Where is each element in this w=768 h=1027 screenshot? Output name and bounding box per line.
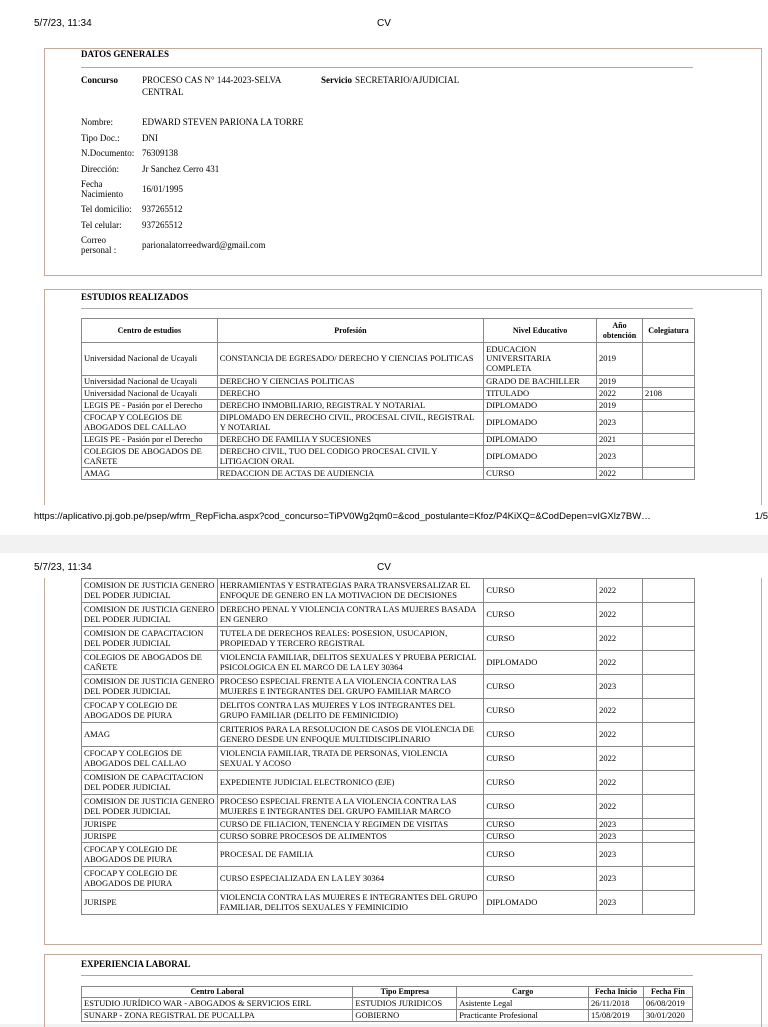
- concurso-label: Concurso: [81, 75, 119, 85]
- cell: REDACCION DE ACTAS DE AUDIENCIA: [217, 468, 483, 480]
- cell: [643, 651, 695, 675]
- cell: EXPEDIENTE JUDICIAL ELECTRONICO (EJE): [217, 771, 484, 795]
- direccion-label: Dirección:: [81, 164, 119, 174]
- cell: 2022: [597, 795, 643, 819]
- table-row: [82, 747, 695, 771]
- cell: CURSO: [484, 675, 597, 699]
- cell: [643, 891, 695, 915]
- cell: DIPLOMADO: [484, 434, 597, 446]
- footer-url: https://aplicativo.pj.gob.pe/psep/wfrm_RepFicha.aspx?cod_concurso=TiPV0Wg2qm0=&cod_postulante=Kfoz/P4KiXQ=&CodDepen=vIGXlz7BW…: [34, 511, 651, 522]
- cell: ESTUDIO JURÍDICO WAR - ABOGADOS & SERVICIOS EIRL: [82, 998, 353, 1010]
- cell: EDUCACION UNIVERSITARIA COMPLETA: [484, 343, 597, 376]
- tel-celular-value: 937265512: [142, 220, 183, 230]
- cell: CFOCAP Y COLEGIO DE ABOGADOS DE PIURA: [82, 867, 218, 891]
- cell: CURSO: [484, 771, 597, 795]
- cell: 2023: [597, 831, 643, 843]
- cell: [643, 675, 695, 699]
- col-header: Colegiatura: [642, 319, 694, 343]
- print-title: CV: [377, 18, 391, 29]
- col-header: Tipo Empresa: [353, 987, 457, 998]
- cell: CFOCAP Y COLEGIO DE ABOGADOS DE PIURA: [82, 843, 218, 867]
- cell: 2022: [597, 468, 643, 480]
- table-row: [82, 376, 695, 388]
- table-row: [82, 468, 695, 480]
- cell: COMISION DE JUSTICIA GENERO DEL PODER JUDICIAL: [82, 795, 218, 819]
- col-header: Profesión: [217, 319, 483, 343]
- cell: [642, 376, 694, 388]
- cell: DIPLOMADO: [484, 891, 597, 915]
- correo-label: Correo personal :: [81, 235, 117, 255]
- cell: 2022: [597, 747, 643, 771]
- table-row: [82, 388, 695, 400]
- table-row: [82, 831, 695, 843]
- cell: GOBIERNO: [353, 1010, 457, 1022]
- cell: CURSO ESPECIALIZADA EN LA LEY 30364: [217, 867, 484, 891]
- table-row: [82, 723, 695, 747]
- estudios-table-continued: [81, 578, 695, 915]
- table-row: [82, 627, 695, 651]
- table-row: [82, 867, 695, 891]
- fecha-nacimiento-value: 16/01/1995: [142, 184, 184, 194]
- cell: GRADO DE BACHILLER: [484, 376, 597, 388]
- table-row: [82, 843, 695, 867]
- cell: CURSO: [484, 867, 597, 891]
- cell: 2022: [597, 627, 643, 651]
- concurso-value-line1: PROCESO CAS N° 144-2023-SELVA: [142, 75, 282, 85]
- table-row: [82, 651, 695, 675]
- cell: 30/01/2020: [643, 1010, 692, 1022]
- divider: [81, 308, 693, 309]
- cell: CFOCAP Y COLEGIOS DE ABOGADOS DEL CALLAO: [82, 412, 218, 434]
- cell: [643, 831, 695, 843]
- cell: COMISION DE JUSTICIA GENERO DEL PODER JUDICIAL: [82, 675, 218, 699]
- table-row: [82, 795, 695, 819]
- cell: 2022: [597, 699, 643, 723]
- cell: COMISION DE JUSTICIA GENERO DEL PODER JUDICIAL: [82, 579, 218, 603]
- cell: 2023: [597, 891, 643, 915]
- section-title: ESTUDIOS REALIZADOS: [81, 292, 189, 302]
- table-row: [82, 891, 695, 915]
- cell: DERECHO PENAL Y VIOLENCIA CONTRA LAS MUJERES BASADA EN GENERO: [217, 603, 484, 627]
- tipo-doc-value: DNI: [142, 133, 158, 143]
- cell: 2023: [597, 867, 643, 891]
- cell: CURSO: [484, 579, 597, 603]
- cell: 2023: [597, 446, 643, 468]
- cell: 2022: [597, 579, 643, 603]
- cell: [643, 747, 695, 771]
- cell: [642, 446, 694, 468]
- cell: 26/11/2018: [589, 998, 644, 1010]
- section-title: DATOS GENERALES: [81, 49, 169, 59]
- cell: [643, 579, 695, 603]
- cell: CURSO: [484, 843, 597, 867]
- tel-celular-label: Tel celular:: [81, 220, 122, 230]
- cell: 2019: [597, 343, 643, 376]
- datos-generales-section: [44, 48, 762, 276]
- experiencia-table: [81, 986, 693, 1022]
- cell: 2022: [597, 771, 643, 795]
- cell: LEGIS PE - Pasión por el Derecho: [82, 434, 218, 446]
- cell: DERECHO DE FAMILIA Y SUCESIONES: [217, 434, 483, 446]
- cell: LEGIS PE - Pasión por el Derecho: [82, 400, 218, 412]
- cell: Universidad Nacional de Ucayali: [82, 388, 218, 400]
- cell: [642, 412, 694, 434]
- cell: CURSO: [484, 627, 597, 651]
- cell: 2023: [597, 819, 643, 831]
- cell: [643, 723, 695, 747]
- cell: COMISION DE JUSTICIA GENERO DEL PODER JUDICIAL: [82, 603, 218, 627]
- cell: PROCESO ESPECIAL FRENTE A LA VIOLENCIA CONTRA LAS MUJERES E INTEGRANTES DEL GRUPO FAMILIAR MARCO: [217, 675, 484, 699]
- servicio-label: Servicio: [321, 75, 352, 85]
- cell: 06/08/2019: [643, 998, 692, 1010]
- tipo-doc-label: Tipo Doc.:: [81, 133, 120, 143]
- cell: CURSO: [484, 831, 597, 843]
- cell: ESTUDIOS JURIDICOS: [353, 998, 457, 1010]
- cell: [643, 699, 695, 723]
- col-header: Fecha Inicio: [589, 987, 644, 998]
- cell: VIOLENCIA FAMILIAR, TRATA DE PERSONAS, VIOLENCIA SEXUAL Y ACOSO: [217, 747, 484, 771]
- cell: DIPLOMADO: [484, 651, 597, 675]
- col-header: Centro Laboral: [82, 987, 353, 998]
- nombre-label: Nombre:: [81, 117, 113, 127]
- cell: DIPLOMADO EN DERECHO CIVIL, PROCESAL CIVIL, REGISTRAL Y NOTARIAL: [217, 412, 483, 434]
- table-header-row: [82, 987, 693, 998]
- cell: COMISION DE CAPACITACION DEL PODER JUDICIAL: [82, 771, 218, 795]
- cell: JURISPE: [82, 831, 218, 843]
- table-row: [82, 400, 695, 412]
- cell: CFOCAP Y COLEGIO DE ABOGADOS DE PIURA: [82, 699, 218, 723]
- documento-label: N.Documento:: [81, 148, 135, 158]
- cell: [643, 771, 695, 795]
- cell: [642, 343, 694, 376]
- table-row: [82, 998, 693, 1010]
- table-row: [82, 446, 695, 468]
- table-row: [82, 579, 695, 603]
- cell: 2021: [597, 434, 643, 446]
- table-row: [82, 819, 695, 831]
- cell: HERRAMIENTAS Y ESTRATEGIAS PARA TRANSVERSALIZAR EL ENFOQUE DE GENERO EN LA MOTIVACION DE DECISIONES: [217, 579, 484, 603]
- cell: VIOLENCIA CONTRA LAS MUJERES E INTEGRANTES DEL GRUPO FAMILIAR, DELITOS SEXUALES Y FEMINICIDIO: [217, 891, 484, 915]
- cell: CONSTANCIA DE EGRESADO/ DERECHO Y CIENCIAS POLITICAS: [217, 343, 483, 376]
- cell: VIOLENCIA FAMILIAR, DELITOS SEXUALES Y PRUEBA PERICIAL PSICOLOGICA EN EL MARCO DE LA LEY 30364: [217, 651, 484, 675]
- cell: CURSO DE FILIACION, TENENCIA Y REGIMEN DE VISITAS: [217, 819, 484, 831]
- print-title: CV: [377, 562, 391, 573]
- col-header: Año obtención: [597, 319, 643, 343]
- section-title: EXPERIENCIA LABORAL: [81, 959, 191, 969]
- table-row: [82, 771, 695, 795]
- cell: [642, 468, 694, 480]
- cell: [643, 627, 695, 651]
- cell: JURISPE: [82, 819, 218, 831]
- cell: [643, 819, 695, 831]
- col-header: Cargo: [457, 987, 589, 998]
- cell: COLEGIOS DE ABOGADOS DE CAÑETE: [82, 651, 218, 675]
- fecha-nacimiento-label: Fecha Nacimiento: [81, 179, 123, 199]
- cell: DIPLOMADO: [484, 400, 597, 412]
- cell: COLEGIOS DE ABOGADOS DE CAÑETE: [82, 446, 218, 468]
- estudios-section: [44, 289, 762, 505]
- cell: [642, 434, 694, 446]
- cell: Asistente Legal: [457, 998, 589, 1010]
- cell: 2108: [642, 388, 694, 400]
- cell: 2019: [597, 400, 643, 412]
- page-footer: [34, 511, 768, 522]
- cell: DERECHO: [217, 388, 483, 400]
- cell: CURSO: [484, 603, 597, 627]
- print-date: 5/7/23, 11:34: [34, 562, 92, 573]
- cell: DERECHO INMOBILIARIO, REGISTRAL Y NOTARIAL: [217, 400, 483, 412]
- cell: Practicante Profesional: [457, 1010, 589, 1022]
- cell: DERECHO CIVIL, TUO DEL CODIGO PROCESAL CIVIL Y LITIGACION ORAL: [217, 446, 483, 468]
- tel-domicilio-value: 937265512: [142, 204, 183, 214]
- cell: AMAG: [82, 468, 218, 480]
- cell: DELITOS CONTRA LAS MUJERES Y LOS INTEGRANTES DEL GRUPO FAMILIAR (DELITO DE FEMINICIDIO): [217, 699, 484, 723]
- page-number: 1/5: [754, 511, 768, 522]
- experiencia-section: [44, 954, 762, 1027]
- cell: 2019: [597, 376, 643, 388]
- table-row: [82, 412, 695, 434]
- cell: CURSO SOBRE PROCESOS DE ALIMENTOS: [217, 831, 484, 843]
- cell: 15/08/2019: [589, 1010, 644, 1022]
- cell: PROCESO ESPECIAL FRENTE A LA VIOLENCIA CONTRA LAS MUJERES E INTEGRANTES DEL GRUPO FAMILIAR MARCO: [217, 795, 484, 819]
- cell: 2023: [597, 675, 643, 699]
- table-row: [82, 603, 695, 627]
- cell: CURSO: [484, 723, 597, 747]
- cell: TITULADO: [484, 388, 597, 400]
- nombre-value: EDWARD STEVEN PARIONA LA TORRE: [142, 117, 304, 127]
- cell: AMAG: [82, 723, 218, 747]
- table-row: [82, 675, 695, 699]
- cell: 2022: [597, 723, 643, 747]
- cell: COMISION DE CAPACITACION DEL PODER JUDICIAL: [82, 627, 218, 651]
- table-row: [82, 343, 695, 376]
- cell: DERECHO Y CIENCIAS POLITICAS: [217, 376, 483, 388]
- cell: [643, 867, 695, 891]
- print-date: 5/7/23, 11:34: [34, 18, 92, 29]
- cell: PROCESAL DE FAMILIA: [217, 843, 484, 867]
- documento-value: 76309138: [142, 148, 178, 158]
- cell: DIPLOMADO: [484, 412, 597, 434]
- cell: [643, 603, 695, 627]
- tel-domicilio-label: Tel domicilio:: [81, 204, 132, 214]
- cell: CURSO: [484, 819, 597, 831]
- cell: Universidad Nacional de Ucayali: [82, 376, 218, 388]
- cell: JURISPE: [82, 891, 218, 915]
- cell: 2023: [597, 412, 643, 434]
- divider: [81, 975, 693, 976]
- cell: CFOCAP Y COLEGIOS DE ABOGADOS DEL CALLAO: [82, 747, 218, 771]
- direccion-value: Jr Sanchez Cerro 431: [142, 164, 220, 174]
- col-header: Nivel Educativo: [484, 319, 597, 343]
- cell: SUNARP - ZONA REGISTRAL DE PUCALLPA: [82, 1010, 353, 1022]
- cell: [643, 795, 695, 819]
- cell: Universidad Nacional de Ucayali: [82, 343, 218, 376]
- cell: CURSO: [484, 747, 597, 771]
- table-row: [82, 699, 695, 723]
- col-header: Fecha Fin: [643, 987, 692, 998]
- table-row: [82, 1010, 693, 1022]
- divider: [81, 67, 693, 68]
- cell: CURSO: [484, 468, 597, 480]
- cell: 2022: [597, 603, 643, 627]
- concurso-value-line2: CENTRAL: [142, 87, 184, 97]
- table-header-row: [82, 319, 695, 343]
- cell: [643, 843, 695, 867]
- cell: CURSO: [484, 795, 597, 819]
- estudios-section-continued: [44, 578, 762, 945]
- servicio-value: SECRETARIO/AJUDICIAL: [355, 75, 460, 85]
- cell: TUTELA DE DERECHOS REALES: POSESION, USUCAPION, PROPIEDAD Y TERCERO REGISTRAL: [217, 627, 484, 651]
- cell: 2022: [597, 388, 643, 400]
- table-row: [82, 434, 695, 446]
- correo-value: parionalatorreedward@gmail.com: [142, 240, 266, 250]
- pdf-page-2: [0, 553, 768, 1024]
- col-header: Centro de estudios: [82, 319, 218, 343]
- cell: CURSO: [484, 699, 597, 723]
- cell: 2022: [597, 651, 643, 675]
- estudios-table: [81, 318, 695, 480]
- cell: CRITERIOS PARA LA RESOLUCION DE CASOS DE VIOLENCIA DE GENERO DESDE UN ENFOQUE MULTIDISCIPLINARIO: [217, 723, 484, 747]
- cell: [642, 400, 694, 412]
- cell: 2023: [597, 843, 643, 867]
- cell: DIPLOMADO: [484, 446, 597, 468]
